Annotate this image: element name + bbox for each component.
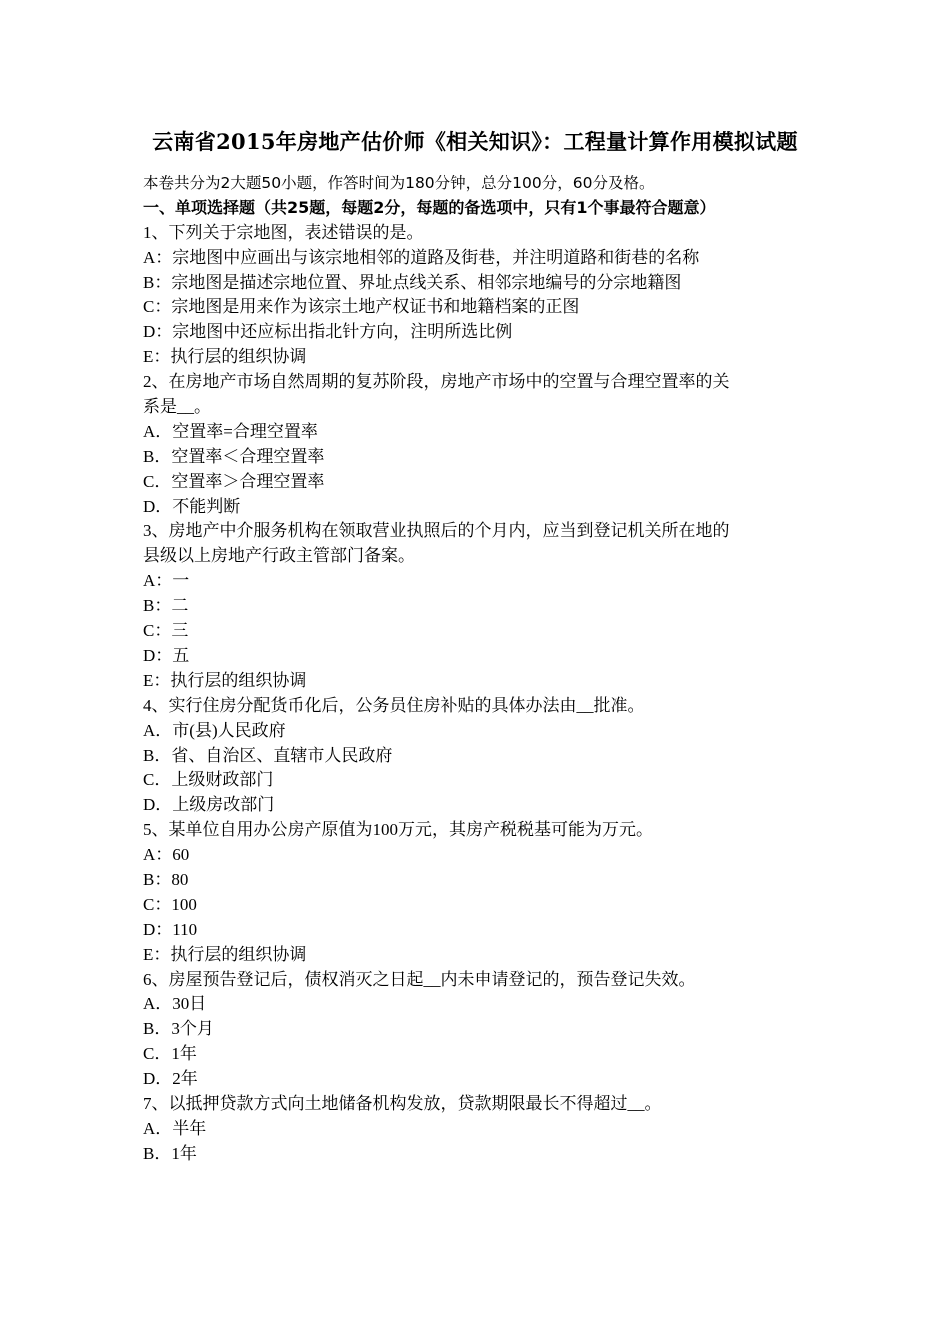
question-line: D．不能判断 <box>143 496 241 516</box>
question-line: D．2年 <box>143 1069 198 1089</box>
question-line: C．空置率＞合理空置率 <box>143 471 325 491</box>
question-line: 5、某单位自用办公房产原值为100万元，其房产税税基可能为万元。 <box>143 820 653 840</box>
exam-intro: 本卷共分为2大题50小题，作答时间为180分钟，总分100分，60分及格。 <box>143 174 655 192</box>
question-line: A．市(县)人民政府 <box>143 720 286 740</box>
question-list <box>143 221 813 1167</box>
question-line: 7、以抵押贷款方式向土地储备机构发放，贷款期限最长不得超过__。 <box>143 1093 662 1113</box>
question-line: 4、实行住房分配货币化后，公务员住房补贴的具体办法由__批准。 <box>143 695 645 715</box>
question-line: D．上级房改部门 <box>143 795 275 815</box>
document-title: 云南省2015年房地产估价师《相关知识》：工程量计算作用模拟试题 <box>152 129 798 154</box>
question-line: A．半年 <box>143 1118 207 1138</box>
question-line: D：110 <box>143 919 198 939</box>
question-line: D：宗地图中还应标出指北针方向，注明所选比例 <box>143 322 513 342</box>
question-line: B：宗地图是描述宗地位置、界址点线关系、相邻宗地编号的分宗地籍图 <box>143 272 682 292</box>
question-line: 系是__。 <box>143 397 211 417</box>
question-line: B．3个月 <box>143 1019 214 1039</box>
question-line: C．上级财政部门 <box>143 770 274 790</box>
question-line: C：100 <box>143 894 197 914</box>
question-line: A．30日 <box>143 994 207 1014</box>
question-line: 县级以上房地产行政主管部门备案。 <box>143 546 415 566</box>
question-line: B．空置率＜合理空置率 <box>143 446 325 466</box>
question-line: A：宗地图中应画出与该宗地相邻的道路及街巷，并注明道路和街巷的名称 <box>143 247 700 267</box>
question-line: 1、下列关于宗地图，表述错误的是。 <box>143 222 424 242</box>
question-line: 3、房地产中介服务机构在领取营业执照后的个月内，应当到登记机关所在地的 <box>143 521 730 541</box>
question-line: C．1年 <box>143 1044 197 1064</box>
question-line: D：五 <box>143 645 190 665</box>
question-line: C：三 <box>143 621 189 641</box>
question-line: C：宗地图是用来作为该宗土地产权证书和地籍档案的正图 <box>143 297 580 317</box>
question-line: A．空置率=合理空置率 <box>143 421 318 441</box>
question-line: E：执行层的组织协调 <box>143 670 307 690</box>
question-line: E：执行层的组织协调 <box>143 347 307 367</box>
question-line: B．省、自治区、直辖市人民政府 <box>143 745 393 765</box>
document-body <box>143 171 813 1167</box>
question-line: E：执行层的组织协调 <box>143 944 307 964</box>
question-line: A：一 <box>143 571 190 591</box>
question-line: 2、在房地产市场自然周期的复苏阶段，房地产市场中的空置与合理空置率的关 <box>143 372 730 392</box>
question-line: B．1年 <box>143 1143 197 1163</box>
question-line: 6、房屋预告登记后，债权消灭之日起__内未申请登记的，预告登记失效。 <box>143 969 696 989</box>
section-heading: 一、单项选择题（共25题，每题2分，每题的备选项中，只有1个事最符合题意） <box>143 197 716 217</box>
question-line: B：二 <box>143 596 189 616</box>
question-line: A：60 <box>143 845 190 865</box>
question-line: B：80 <box>143 869 189 889</box>
